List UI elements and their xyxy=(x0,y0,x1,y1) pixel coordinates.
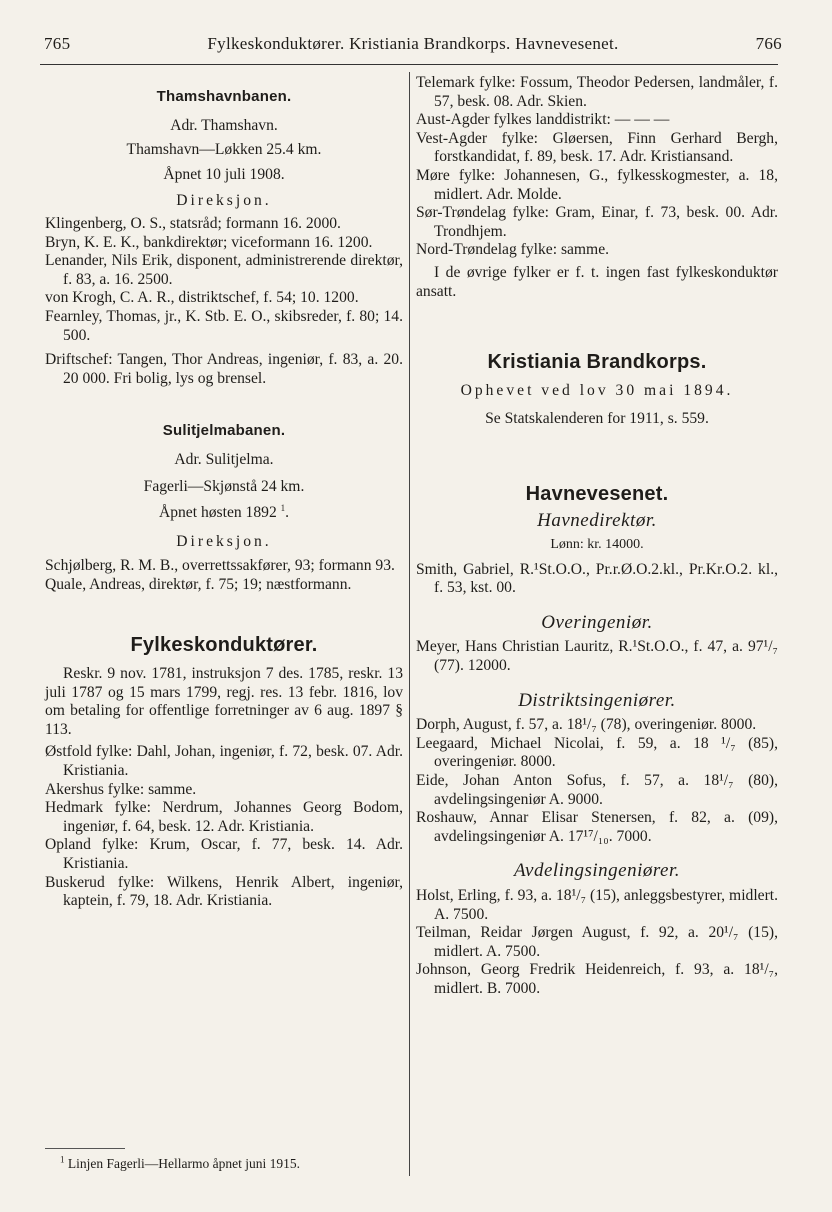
subsection-avdelingsingeniorer: Avdelingsingeniører. xyxy=(513,860,681,882)
running-title: Fylkeskonduktører. Kristiania Brandkorps. Havnevesenet. xyxy=(207,34,619,53)
member-entry: Klingenberg, O. S., statsråd; formann 16. 2000. xyxy=(45,214,341,232)
section-title-brandkorps: Kristiania Brandkorps. xyxy=(487,351,707,374)
sulitjelma-direksjon: Direksjon. xyxy=(176,532,272,550)
fylke-entry: Sør-Trøndelag fylke: Gram, Einar, f. 73, besk. 00. Adr. Trondhjem. xyxy=(416,204,778,240)
section-title-thamshavn: Thamshavnbanen. xyxy=(156,88,292,105)
right-column xyxy=(416,74,778,999)
subsection-overingenior: Overingeniør. xyxy=(541,611,653,633)
sulitjelma-route: Fagerli—Skjønstå 24 km. xyxy=(143,477,305,495)
footnote-text: Linjen Fagerli—Hellarmo åpnet juni 1915. xyxy=(67,1156,300,1171)
footnote-mark: 1 xyxy=(60,1154,65,1165)
avdeling-entry: Johnson, Georg Fredrik Heidenreich, f. 93, a. 18¹/₇, midlert. B. 7000. xyxy=(416,961,778,997)
page-number-right: 766 xyxy=(755,34,782,53)
fylke-entry: Aust-Agder fylkes landdistrikt: — — — xyxy=(416,111,670,129)
footnote-ref: 1 xyxy=(280,502,286,513)
subsection-havnedirektor: Havnedirektør. xyxy=(537,509,657,531)
distrikt-entry: Roshauw, Annar Elisar Stenersen, f. 82, a. (09), avdelingsingeniør A. 17¹⁷/₁₀. 7000. xyxy=(416,809,778,845)
sulitjelma-opened: Åpnet høsten 1892 $^1$. xyxy=(158,502,290,522)
fylke-entry: Møre fylke: Johannesen, G., fylkesskogmester, a. 18, midlert. Adr. Molde. xyxy=(416,166,778,203)
member-entry: Fearnley, Thomas, jr., K. Stb. E. O., skibsreder, f. 80; 14. 500. xyxy=(45,307,403,344)
footnote-rule xyxy=(45,1148,125,1149)
brandkorps-line2: Se Statskalenderen for 1911, s. 559. xyxy=(485,410,709,428)
member-entry: Bryn, K. E. K., bankdirektør; viceformann 16. 1200. xyxy=(45,233,373,251)
fylke-entry: Nord-Trøndelag fylke: samme. xyxy=(416,241,610,259)
distrikt-entry: Leegaard, Michael Nicolai, f. 59, a. 18 ¹/₇ (85), overingeniør. 8000. xyxy=(416,734,778,771)
thamshavn-address: Adr. Thamshavn. xyxy=(170,116,278,134)
fylke-entry: Østfold fylke: Dahl, Johan, ingeniør, f. 72, besk. 07. Adr. Kristiania. xyxy=(45,743,403,780)
member-entry: Quale, Andreas, direktør, f. 75; 19; næstformann. xyxy=(45,575,352,593)
thamshavn-route: Thamshavn—Løkken 25.4 km. xyxy=(126,141,322,159)
avdeling-entry: Teilman, Reidar Jørgen August, f. 92, a. 20¹/₇ (15), midlert. A. 7500. xyxy=(416,924,778,960)
section-title-fylkeskonduktorer: Fylkeskonduktører. xyxy=(130,634,318,657)
distrikt-entry: Dorph, August, f. 57, a. 18¹/₇ (78), overingeniør. 8000. xyxy=(416,716,757,734)
thamshavn-opened: Åpnet 10 juli 1908. xyxy=(163,165,285,183)
section-title-sulitjelma: Sulitjelmabanen. xyxy=(162,422,286,440)
footnote xyxy=(60,1156,400,1172)
header-rule xyxy=(40,64,778,65)
brandkorps-line1: Ophevet ved lov 30 mai 1894. xyxy=(460,381,734,399)
fylkes-closing: I de øvrige fylker er f. t. ingen fast fylkeskonduktør ansatt. xyxy=(416,263,778,300)
driftschef-entry: Driftschef: Tangen, Thor Andreas, ingeniør, f. 83, a. 20. 20 000. Fri bolig, lys og brensel. xyxy=(45,351,403,387)
overingenior-entry: Meyer, Hans Christian Lauritz, R.¹St.O.O., f. 47, a. 97¹/₇ (77). 12000. xyxy=(416,638,778,675)
fylke-entry: Telemark fylke: Fossum, Theodor Pedersen, landmåler, f. 57, besk. 08. Adr. Skien. xyxy=(416,74,778,110)
subsection-distriktsingeniorer: Distriktsingeniører. xyxy=(518,689,676,711)
avdeling-entry: Holst, Erling, f. 93, a. 18¹/₇ (15), anleggsbestyrer, midlert. A. 7500. xyxy=(416,887,778,923)
havnedirektor-entry: Smith, Gabriel, R.¹St.O.O., Pr.r.Ø.O.2.kl., Pr.Kr.O.2. kl., f. 53, kst. 00. xyxy=(416,560,778,597)
member-entry: Schjølberg, R. M. B., overrettssakfører, 93; formann 93. xyxy=(45,557,395,575)
distrikt-entry: Eide, Johan Anton Sofus, f. 57, a. 18¹/₇ (80), avdelingsingeniør A. 9000. xyxy=(416,772,778,808)
section-title-havnevesenet: Havnevesenet. xyxy=(525,482,669,505)
left-column xyxy=(45,74,403,911)
fylke-entry: Buskerud fylke: Wilkens, Henrik Albert, ingeniør, kaptein, f. 79, 18. Adr. Kristiania. xyxy=(45,873,403,910)
sulitjelma-address: Adr. Sulitjelma. xyxy=(174,450,274,468)
havne-lonn: Lønn: kr. 14000. xyxy=(550,537,644,553)
member-entry: Lenander, Nils Erik, disponent, administrerende direktør, f. 83, a. 16. 2500. xyxy=(45,252,403,288)
fylke-entry: Vest-Agder fylke: Gløersen, Finn Gerhard Bergh, forstkandidat, f. 89, besk. 17. Adr. Kristiansand. xyxy=(416,129,778,166)
fylke-entry: Hedmark fylke: Nerdrum, Johannes Georg Bodom, ingeniør, f. 64, besk. 12. Adr. Kristiania. xyxy=(45,799,403,835)
thamshavn-direksjon: Direksjon. xyxy=(176,192,272,210)
fylkes-intro: Reskr. 9 nov. 1781, instruksjon 7 des. 1785, reskr. 13 juli 1787 og 15 mars 1799, regj. res. 13 febr. 1816, lov om betaling for offentlige forretninger av 6 aug. 1897 § 113. xyxy=(45,665,403,738)
running-header xyxy=(44,34,782,54)
page-number-left: 765 xyxy=(44,34,71,53)
column-divider xyxy=(409,72,410,1176)
fylke-entry: Opland fylke: Krum, Oscar, f. 77, besk. 14. Adr. Kristiania. xyxy=(45,836,403,872)
fylke-entry: Akershus fylke: samme. xyxy=(45,780,197,798)
member-entry: von Krogh, C. A. R., distriktschef, f. 54; 10. 1200. xyxy=(45,289,359,307)
